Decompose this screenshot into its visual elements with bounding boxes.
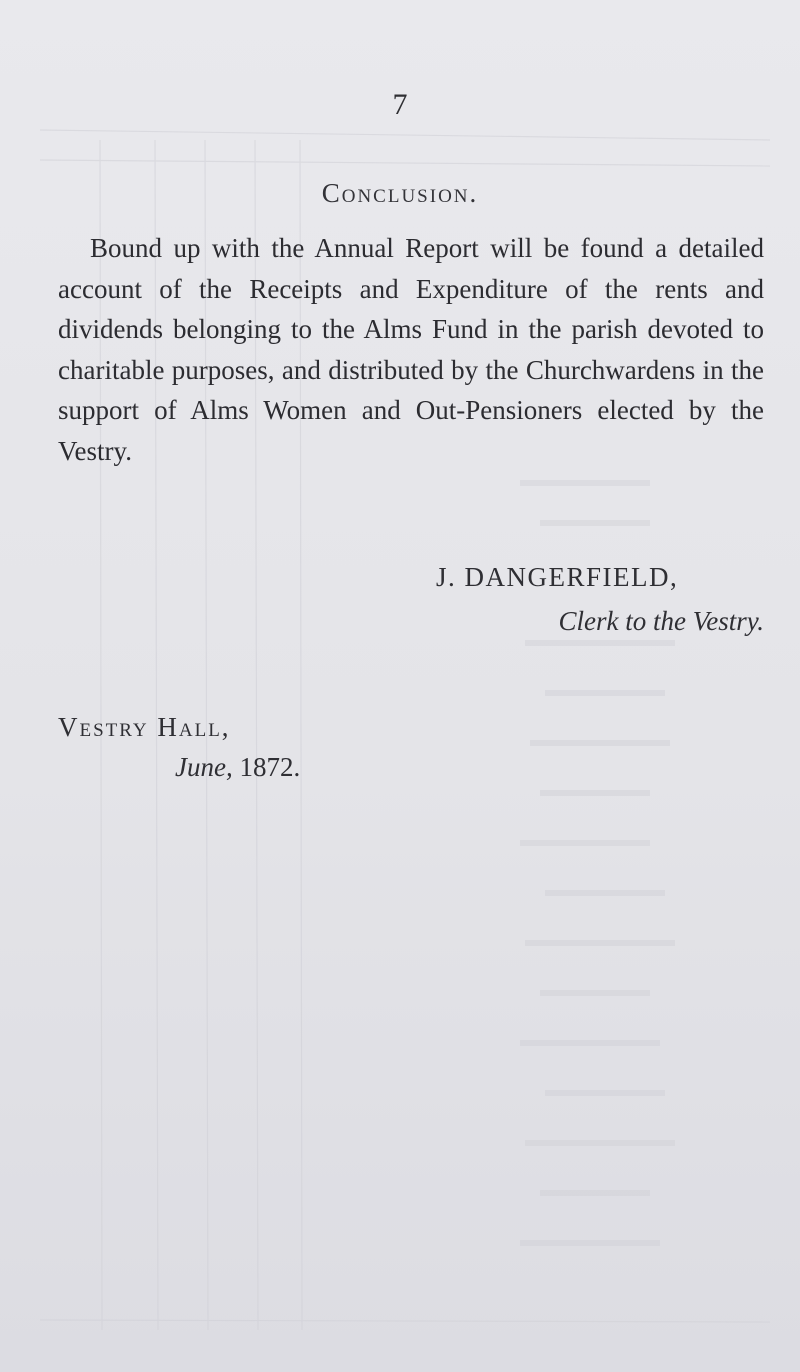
section-heading: Conclusion. xyxy=(321,178,479,208)
date-month: June, xyxy=(175,752,233,782)
conclusion-paragraph: Bound up with the Annual Report will be found a detailed account of the Receipts and Expenditure of the rents and dividends belonging to the Alms Fund in the parish devoted to charitable purposes, and distributed by the Churchwardens in the support of Alms Women and Out-Pensioners elected by the Vestry. xyxy=(58,233,764,466)
signatory-name: J. DANGERFIELD, xyxy=(436,562,679,592)
date-line xyxy=(175,752,300,783)
signatory-title: Clerk to the Vestry. xyxy=(558,606,764,636)
page-number: 7 xyxy=(392,88,408,121)
place-line: Vestry Hall, xyxy=(58,712,231,742)
date-year: 1872. xyxy=(239,752,301,782)
